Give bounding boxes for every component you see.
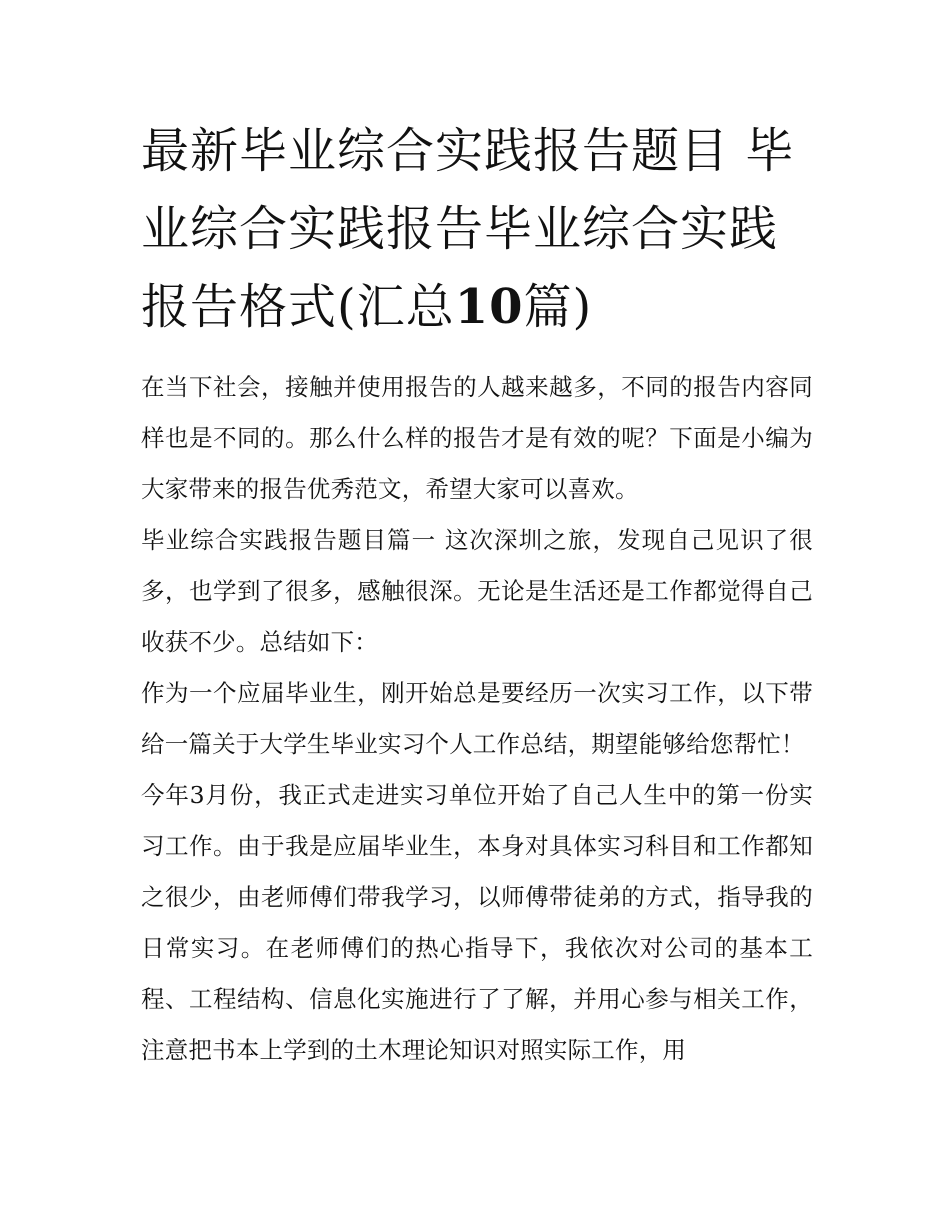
title-text-part2: 篇) [523, 279, 593, 335]
paragraph-graduate: 作为一个应届毕业生，刚开始总是要经历一次实习工作，以下带给一篇关于大学生毕业实习个人工作总结，期望能够给您帮忙！ [141, 679, 813, 758]
title-number: 10 [454, 279, 524, 335]
document-page [141, 112, 813, 1076]
title-text-part1: 最新毕业综合实践报告题目 毕业综合实践报告毕业综合实践报告格式(汇总 [141, 123, 795, 335]
paragraph-intro: 在当下社会，接触并使用报告的人越来越多，不同的报告内容同样也是不同的。那么什么样的报告才是有效的呢？下面是小编为大家带来的报告优秀范文，希望大家可以喜欢。 [141, 373, 813, 503]
paragraph-internship: 今年3月份，我正式走进实习单位开始了自己人生中的第一份实习工作。由于我是应届毕业生，本身对具体实习科目和工作都知之很少，由老师傅们带我学习，以师傅带徒弟的方式，指导我的日常实习。在老师傅们的热心指导下，我依次对公司的基本工程、工程结构、信息化实施进行了了解，并用心参与相关工作，注意把书本上学到的土木理论知识对照实际工作，用 [141, 781, 813, 1064]
document-body [141, 362, 813, 1076]
document-title [141, 112, 813, 346]
paragraph-section-one: 毕业综合实践报告题目篇一 这次深圳之旅，发现自己见识了很多，也学到了很多，感触很深。无论是生活还是工作都觉得自己收获不少。总结如下： [141, 526, 813, 656]
